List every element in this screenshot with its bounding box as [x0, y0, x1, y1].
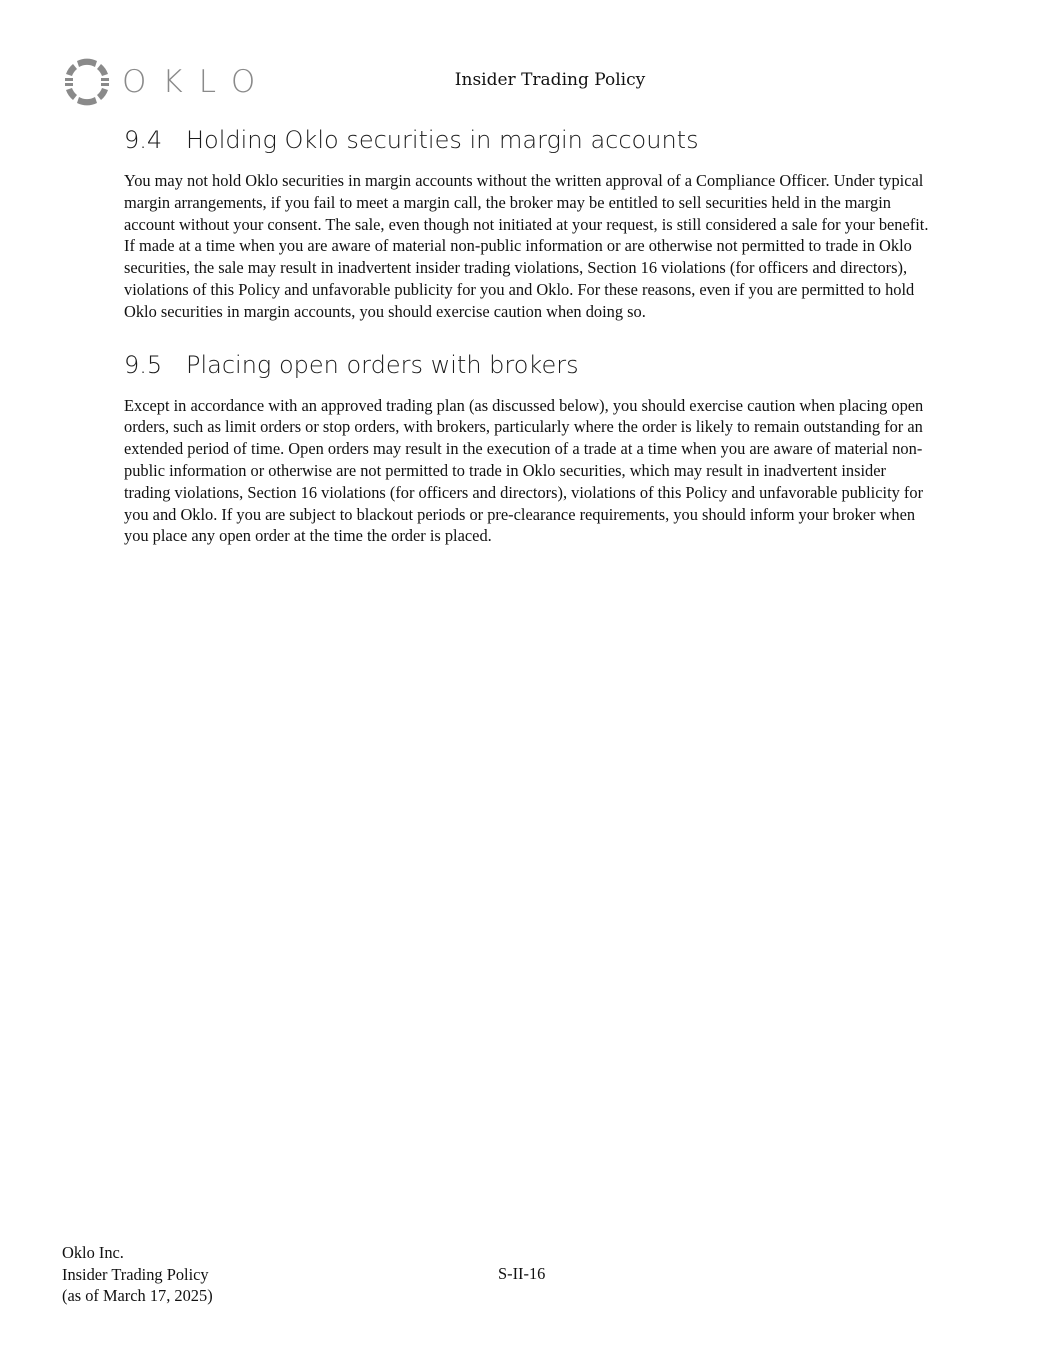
section-body: You may not hold Oklo securities in margin accounts without the written approval of a Compliance Officer. Under typical margin arrangements, if you fail to meet a margin call, the broker may be entitled to sell securities held in the margin account without your consent. The sale, even though not initiated at your request, is still considered a sale for your benefit. If made at a time when you are aware of material non-public information or are otherwise not permitted to trade in Oklo securities, the sale may result in inadvertent insider trading violations, Section 16 violations (for officers and directors), violations of this Policy and unfavorable publicity for you and Oklo. For these reasons, even if you are permitted to hold Oklo securities in margin accounts, you should exercise caution when doing so. [124, 171, 929, 321]
section-number: 9.4 [124, 126, 163, 154]
section-heading [124, 124, 936, 156]
footer-info [62, 1242, 213, 1307]
footer-company: Oklo Inc. [62, 1243, 124, 1262]
main-content [124, 124, 936, 547]
section-title: Placing open orders with brokers [186, 350, 579, 379]
section-heading [124, 349, 936, 381]
footer-as-of: (as of March 17, 2025) [62, 1286, 213, 1305]
section-9-4 [124, 124, 936, 323]
section-body: Except in accordance with an approved trading plan (as discussed below), you should exercise caution when placing open orders, such as limit orders or stop orders, with brokers, particularly where the order is likely to remain outstanding for an extended period of time. Open orders may result in the execution of a trade at a time when you are aware of material non-public information or otherwise are not permitted to trade in Oklo securities, which may result in inadvertent insider trading violations, Section 16 violations (for officers and directors), violations of this Policy and unfavorable publicity for you and Oklo. If you are subject to blackout periods or pre-clearance requirements, you should inform your broker when you place any open order at the time the order is placed. [124, 395, 924, 546]
section-number: 9.5 [124, 350, 163, 379]
page-header-title: Insider Trading Policy [454, 70, 646, 90]
logo-wordmark: OKLO [122, 63, 272, 100]
page-number: S-II-16 [498, 1264, 546, 1283]
section-title: Holding Oklo securities in margin accounts [186, 126, 699, 154]
footer-doc-title: Insider Trading Policy [62, 1264, 209, 1284]
section-9-5 [124, 349, 936, 548]
